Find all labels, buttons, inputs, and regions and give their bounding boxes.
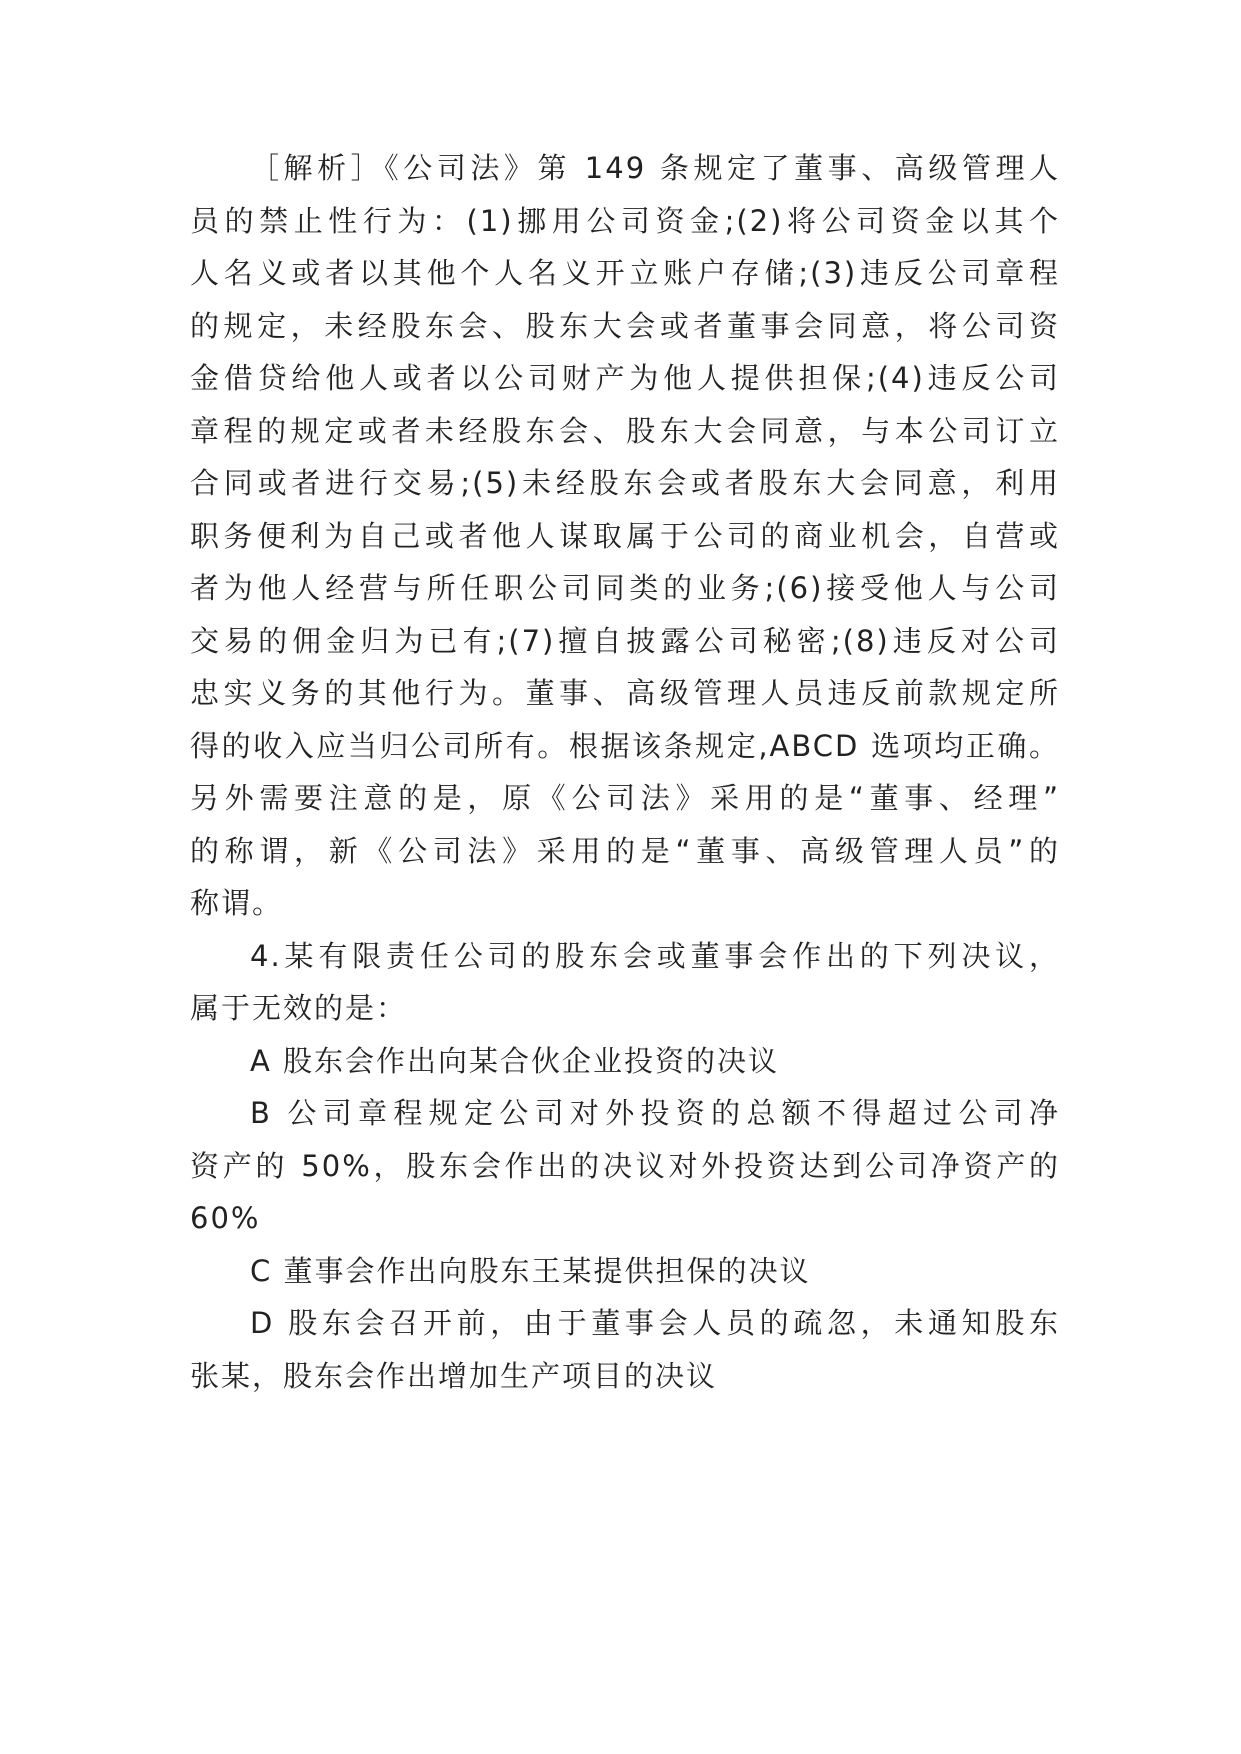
option-c-line-1: C 董事会作出向股东王某提供担保的决议	[250, 1254, 811, 1288]
analysis-line-3: 人名义或者以其他个人名义开立账户存储;(3)违反公司章程	[190, 256, 1060, 290]
option-d-line-2: 张某，股东会作出增加生产项目的决议	[190, 1359, 718, 1393]
analysis-line-13: 另外需要注意的是，原《公司法》采用的是“董事、经理”	[190, 781, 1060, 815]
option-b-line-2: 资产的 50%，股东会作出的决议对外投资达到公司净资产的	[190, 1149, 1060, 1183]
analysis-line-9: 者为他人经营与所任职公司同类的业务;(6)接受他人与公司	[190, 571, 1060, 605]
analysis-line-1: ［解析］《公司法》第 149 条规定了董事、高级管理人	[250, 151, 1060, 185]
option-b-line-3: 60%	[190, 1201, 261, 1235]
analysis-line-10: 交易的佣金归为已有;(7)擅自披露公司秘密;(8)违反对公司	[190, 624, 1060, 658]
question-line-1: 4.某有限责任公司的股东会或董事会作出的下列决议，	[250, 939, 1060, 973]
analysis-line-12: 得的收入应当归公司所有。根据该条规定,ABCD 选项均正确。	[190, 729, 1060, 763]
question-line-2: 属于无效的是：	[190, 991, 408, 1025]
option-b-line-1: B 公司章程规定公司对外投资的总额不得超过公司净	[250, 1096, 1060, 1130]
option-d-line-1: D 股东会召开前，由于董事会人员的疏忽，未通知股东	[250, 1306, 1060, 1340]
analysis-line-5: 金借贷给他人或者以公司财产为他人提供担保;(4)违反公司	[190, 361, 1060, 395]
analysis-line-6: 章程的规定或者未经股东会、股东大会同意，与本公司订立	[190, 414, 1060, 448]
analysis-line-2: 员的禁止性行为：(1)挪用公司资金;(2)将公司资金以其个	[190, 204, 1060, 238]
analysis-line-4: 的规定，未经股东会、股东大会或者董事会同意，将公司资	[190, 309, 1060, 343]
analysis-line-15: 称谓。	[190, 886, 284, 920]
option-a-line-1: A 股东会作出向某合伙企业投资的决议	[250, 1044, 780, 1078]
analysis-line-14: 的称谓，新《公司法》采用的是“董事、高级管理人员”的	[190, 834, 1060, 868]
analysis-line-11: 忠实义务的其他行为。董事、高级管理人员违反前款规定所	[190, 676, 1060, 710]
analysis-line-8: 职务便利为自己或者他人谋取属于公司的商业机会，自营或	[190, 519, 1060, 553]
analysis-line-7: 合同或者进行交易;(5)未经股东会或者股东大会同意，利用	[190, 466, 1060, 500]
